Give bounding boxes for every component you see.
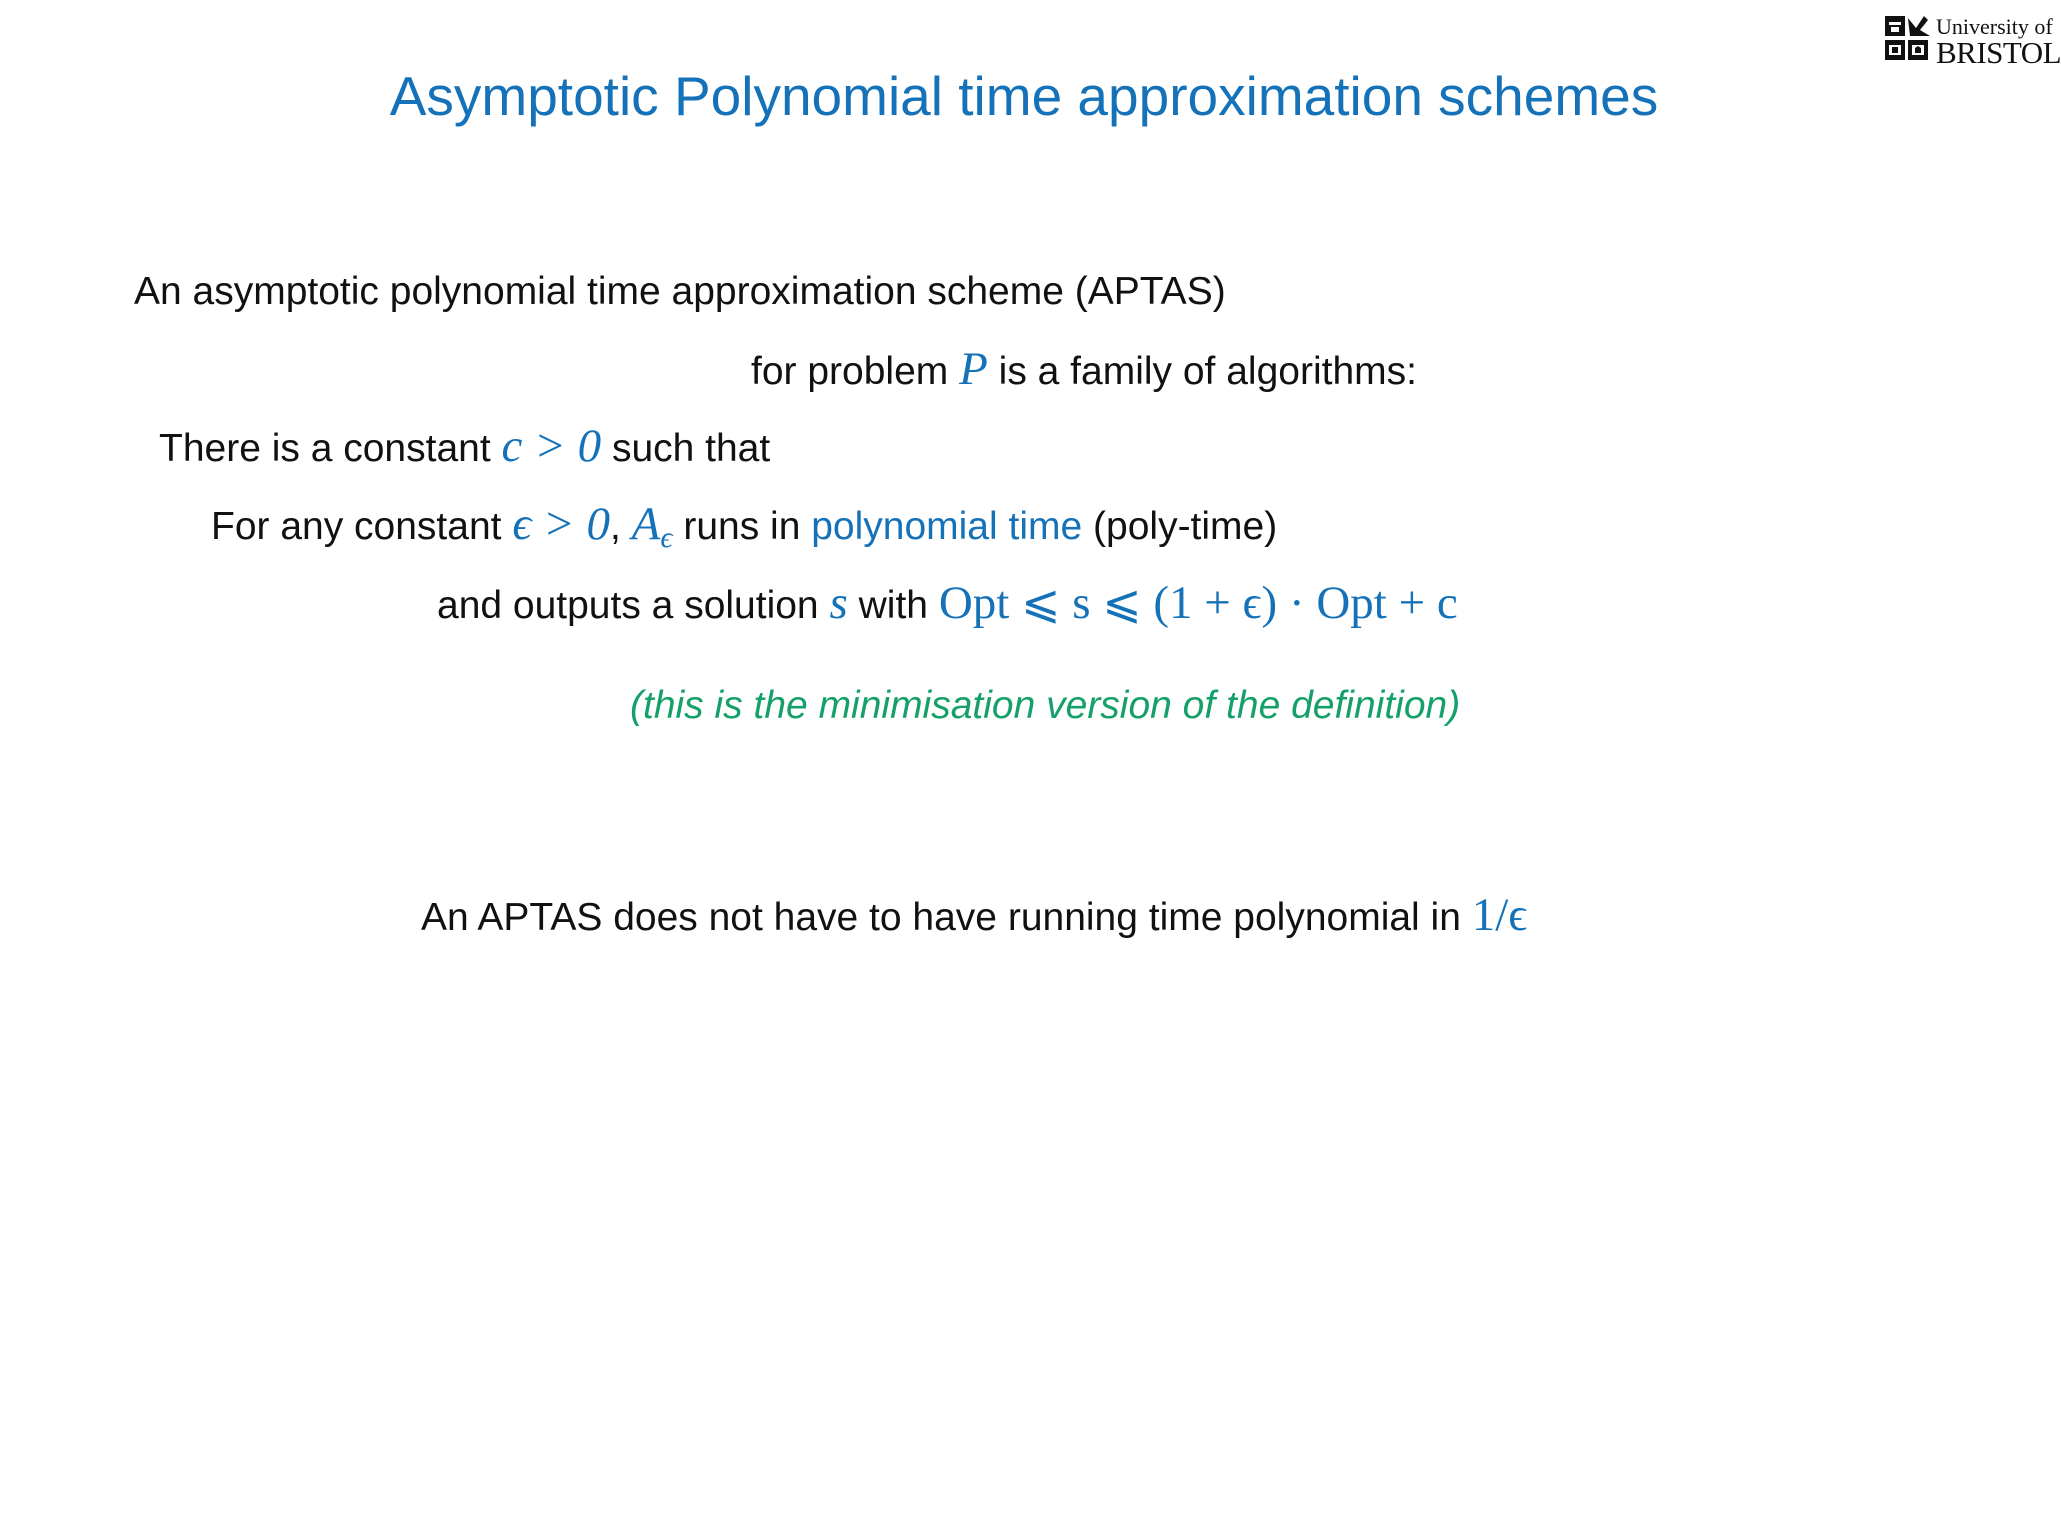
logo-line-bristol: BRISTOL — [1936, 35, 2061, 70]
definition-text: and outputs a solution — [437, 584, 819, 627]
definition-line-3 — [159, 422, 770, 473]
logo-wordmark — [1936, 16, 2061, 68]
math-a: A — [631, 498, 661, 550]
math-one-over-epsilon: 1/ϵ — [1471, 889, 1528, 941]
math-problem-p: P — [959, 343, 988, 395]
definition-text: For any constant — [211, 505, 502, 548]
definition-line-5 — [437, 579, 1458, 630]
math-approximation-bound: Opt ⩽ s ⩽ (1 + ϵ) · Opt + c — [938, 577, 1458, 629]
definition-text: is a family of algorithms: — [998, 350, 1417, 393]
definition-line-1 — [134, 268, 1226, 316]
definition-text: runs in — [683, 505, 801, 548]
definition-text: There is a constant — [159, 427, 491, 470]
university-crest-icon — [1884, 14, 1932, 64]
definition-text: (poly-time) — [1093, 505, 1278, 548]
definition-line-2 — [751, 345, 1417, 396]
math-algorithm-a-epsilon — [631, 498, 673, 554]
remark-line — [421, 891, 1527, 942]
definition-line-4 — [211, 498, 1278, 554]
math-epsilon: ϵ > 0 — [512, 498, 610, 550]
definition-text: An asymptotic polynomial time approximation scheme (APTAS) — [134, 270, 1226, 313]
math-solution-s: s — [829, 577, 848, 629]
definition-text: such that — [611, 427, 771, 470]
polynomial-time-term: polynomial time — [811, 505, 1083, 548]
slide-title: Asymptotic Polynomial time approximation schemes — [389, 65, 1659, 127]
math-constant-c: c > 0 — [501, 420, 602, 472]
definition-text: with — [858, 584, 928, 627]
definition-text: for problem — [751, 350, 949, 393]
university-logo — [1884, 14, 2061, 70]
comma: , — [609, 505, 621, 548]
logo-line-university: University of — [1936, 14, 2053, 39]
minimisation-note: (this is the minimisation version of the definition) — [630, 684, 1461, 727]
math-subscript-epsilon: ϵ — [660, 521, 673, 554]
remark-text: An APTAS does not have to have running time polynomial in — [421, 896, 1461, 939]
